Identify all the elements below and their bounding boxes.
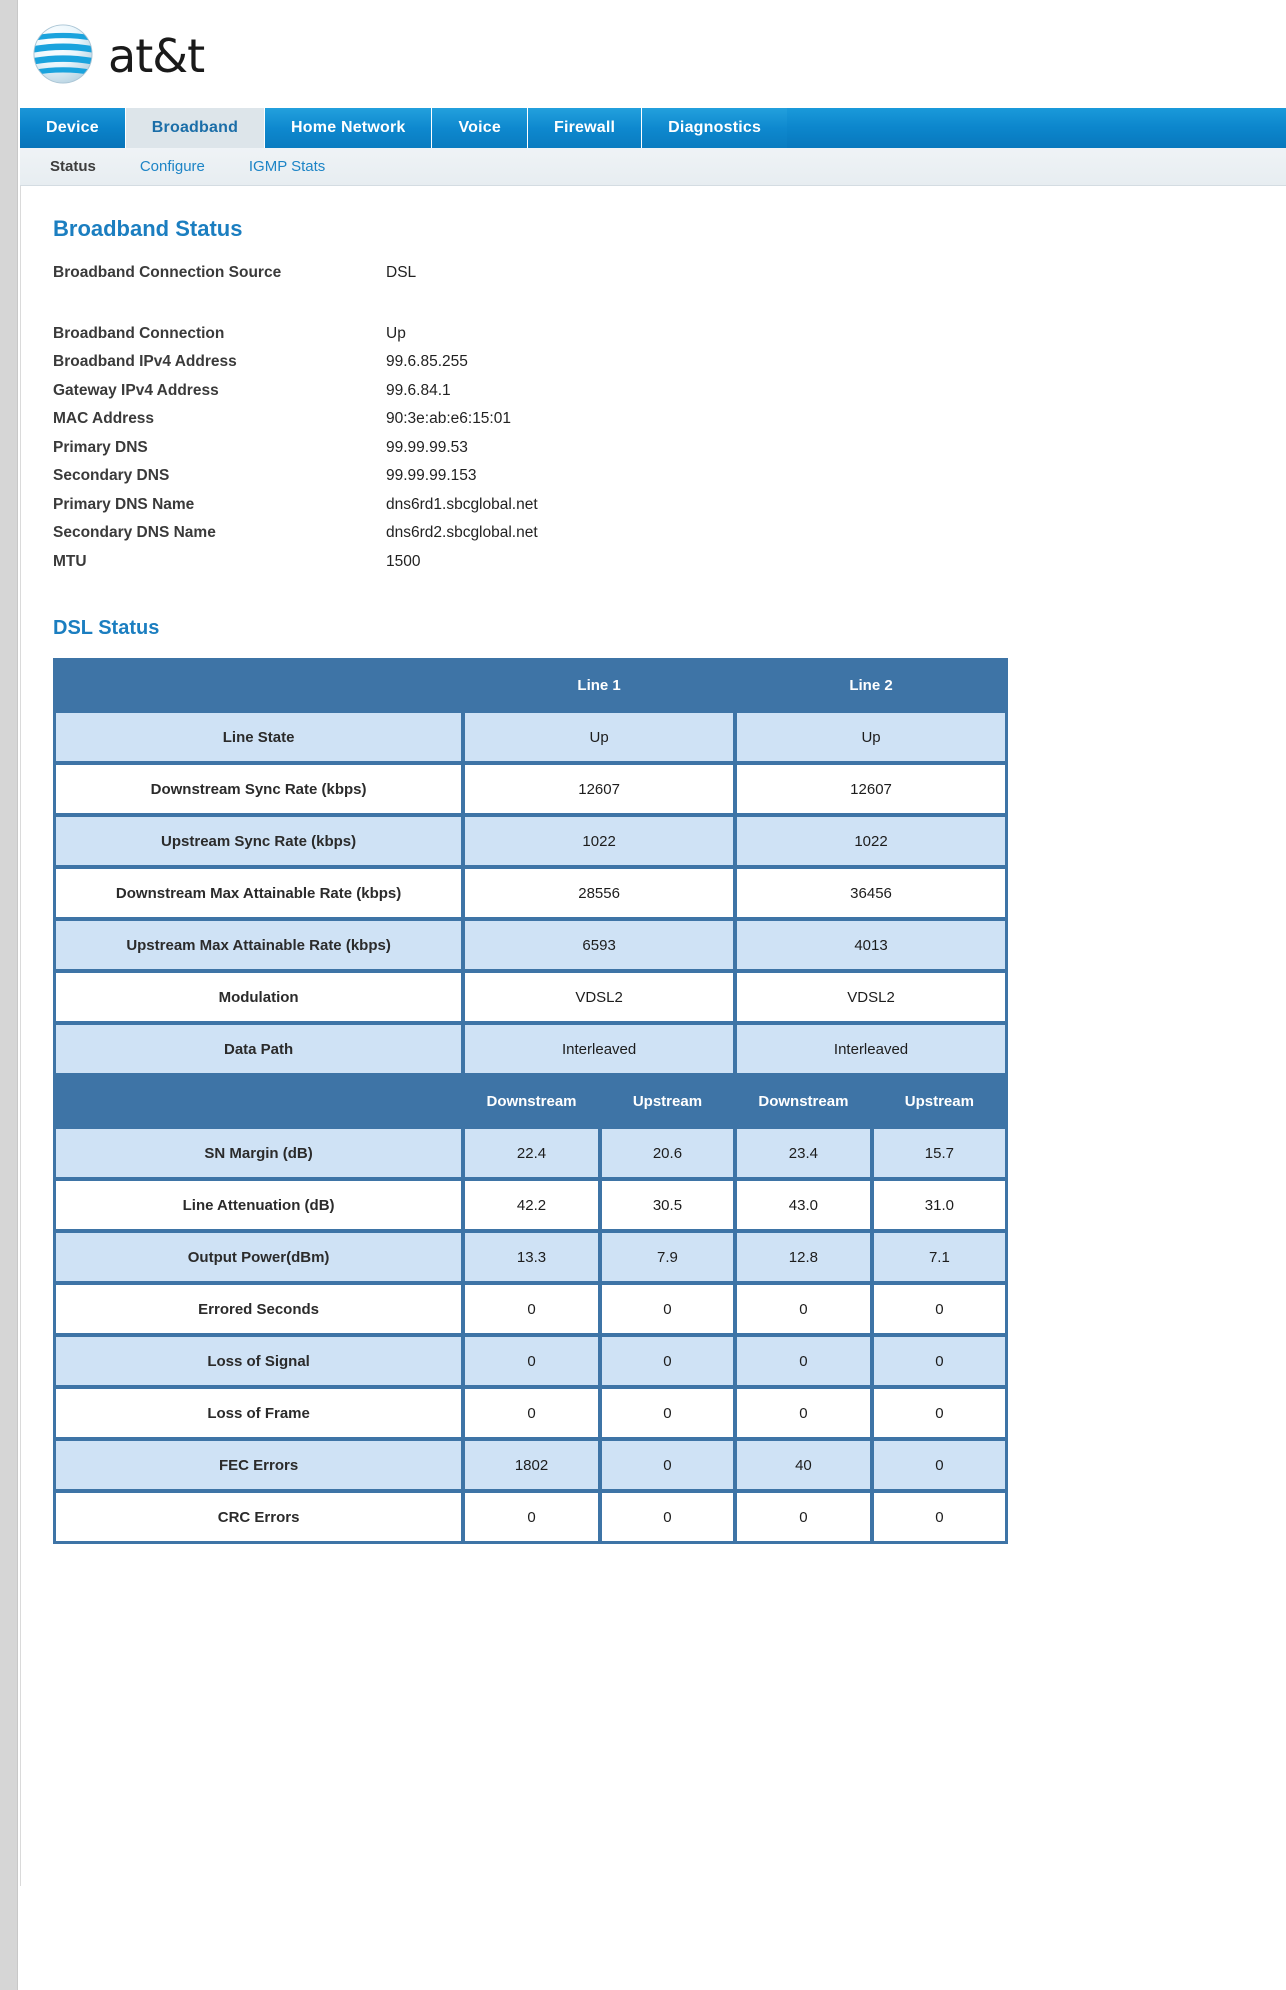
cell-l2-up: 7.1 <box>872 1231 1007 1283</box>
nav-tab-diagnostics[interactable]: Diagnostics <box>642 108 787 148</box>
cell-l2-up: 0 <box>872 1439 1007 1491</box>
row-value-line2: Interleaved <box>735 1023 1007 1075</box>
nav-tab-device[interactable]: Device <box>20 108 126 148</box>
info-row-primary-dns-name <box>53 496 1286 525</box>
cell-l1-down: 0 <box>463 1335 600 1387</box>
row-value-line1: Interleaved <box>463 1023 735 1075</box>
info-label: Broadband IPv4 Address <box>53 353 237 370</box>
info-row-mtu <box>53 553 1286 582</box>
info-row-primary-dns <box>53 439 1286 468</box>
table-row <box>54 919 1007 971</box>
header-line2-downstream: Downstream <box>735 1075 872 1127</box>
info-value: dns6rd1.sbcglobal.net <box>386 495 538 513</box>
cell-l2-up: 0 <box>872 1491 1007 1543</box>
table-row <box>54 1439 1007 1491</box>
table-row <box>54 1491 1007 1543</box>
info-row-broadband-ipv4 <box>53 353 1286 382</box>
row-label: Loss of Frame <box>54 1387 463 1439</box>
row-value-line1: 28556 <box>463 867 735 919</box>
header-blank-2 <box>54 1075 463 1127</box>
table-row <box>54 1335 1007 1387</box>
cell-l1-down: 42.2 <box>463 1179 600 1231</box>
header-line-1: Line 1 <box>463 659 735 711</box>
cell-l1-up: 0 <box>600 1439 735 1491</box>
row-label: Line Attenuation (dB) <box>54 1179 463 1231</box>
info-label: Gateway IPv4 Address <box>53 381 219 399</box>
row-value-line2: 1022 <box>735 815 1007 867</box>
info-value: dns6rd2.sbcglobal.net <box>386 524 538 541</box>
table-row <box>54 867 1007 919</box>
info-label: Primary DNS <box>53 438 148 456</box>
cell-l2-down: 0 <box>735 1387 872 1439</box>
subnav-item-igmp-stats[interactable]: IGMP Stats <box>248 158 326 175</box>
info-value: 99.6.84.1 <box>386 381 451 399</box>
cell-l1-up: 30.5 <box>600 1179 735 1231</box>
subnav-item-configure[interactable]: Configure <box>139 158 205 175</box>
row-value-line2: 4013 <box>735 919 1007 971</box>
row-label: Upstream Sync Rate (kbps) <box>54 815 463 867</box>
cell-l1-up: 0 <box>600 1491 735 1543</box>
cell-l1-up: 0 <box>600 1335 735 1387</box>
cell-l2-down: 0 <box>735 1283 872 1335</box>
row-label: FEC Errors <box>54 1439 463 1491</box>
row-label: SN Margin (dB) <box>54 1127 463 1179</box>
info-value: 1500 <box>386 552 421 570</box>
sub-navigation <box>20 148 1286 186</box>
cell-l2-down: 0 <box>735 1491 872 1543</box>
info-label: Secondary DNS Name <box>53 524 216 541</box>
row-value-line2: 12607 <box>735 763 1007 815</box>
info-row-mac-address <box>53 410 1286 439</box>
info-row-secondary-dns-name <box>53 524 1286 553</box>
row-label: Downstream Sync Rate (kbps) <box>54 763 463 815</box>
page-left-gutter <box>0 0 18 1990</box>
row-value-line1: 6593 <box>463 919 735 971</box>
cell-l1-down: 0 <box>463 1387 600 1439</box>
brand-wordmark: at&t <box>108 29 205 83</box>
nav-tab-voice[interactable]: Voice <box>432 108 528 148</box>
row-value-line2: VDSL2 <box>735 971 1007 1023</box>
info-value: DSL <box>386 264 417 281</box>
row-label: Data Path <box>54 1023 463 1075</box>
broadband-status-list <box>53 264 1286 581</box>
info-row-connection-source <box>53 264 1286 293</box>
header-line-2: Line 2 <box>735 659 1007 711</box>
row-label: Downstream Max Attainable Rate (kbps) <box>54 867 463 919</box>
row-value-line2: 36456 <box>735 867 1007 919</box>
info-label: MTU <box>53 552 87 570</box>
row-value-line1: 12607 <box>463 763 735 815</box>
nav-tab-broadband[interactable]: Broadband <box>126 108 265 148</box>
nav-tab-firewall[interactable]: Firewall <box>528 108 642 148</box>
info-value: 99.99.99.53 <box>386 438 468 456</box>
main-content <box>20 186 1286 1886</box>
table-header-row-streams <box>54 1075 1007 1127</box>
table-row <box>54 763 1007 815</box>
cell-l2-up: 0 <box>872 1283 1007 1335</box>
cell-l2-up: 0 <box>872 1335 1007 1387</box>
row-label: Errored Seconds <box>54 1283 463 1335</box>
info-value: 99.99.99.153 <box>386 467 477 484</box>
cell-l1-up: 7.9 <box>600 1231 735 1283</box>
page-header <box>0 0 1286 108</box>
header-line1-upstream: Upstream <box>600 1075 735 1127</box>
cell-l1-down: 22.4 <box>463 1127 600 1179</box>
subnav-item-status[interactable]: Status <box>50 158 96 175</box>
cell-l2-down: 43.0 <box>735 1179 872 1231</box>
row-value-line2: Up <box>735 711 1007 763</box>
info-label: Broadband Connection <box>53 324 225 342</box>
header-blank <box>54 659 463 711</box>
info-value: 99.6.85.255 <box>386 353 468 370</box>
page-title: Broadband Status <box>53 216 243 241</box>
table-row <box>54 1179 1007 1231</box>
table-row <box>54 1231 1007 1283</box>
row-value-line1: Up <box>463 711 735 763</box>
table-row <box>54 1127 1007 1179</box>
table-row <box>54 1387 1007 1439</box>
att-globe-icon <box>30 21 96 87</box>
info-label: Broadband Connection Source <box>53 264 282 281</box>
header-line1-downstream: Downstream <box>463 1075 600 1127</box>
table-row <box>54 1023 1007 1075</box>
cell-l2-down: 40 <box>735 1439 872 1491</box>
row-label: Upstream Max Attainable Rate (kbps) <box>54 919 463 971</box>
info-value: Up <box>386 324 406 342</box>
nav-tab-home-network[interactable]: Home Network <box>265 108 432 148</box>
row-label: Line State <box>54 711 463 763</box>
info-value: 90:3e:ab:e6:15:01 <box>386 410 511 427</box>
cell-l2-up: 31.0 <box>872 1179 1007 1231</box>
info-row-secondary-dns <box>53 467 1286 496</box>
info-label: Secondary DNS <box>53 467 170 484</box>
dsl-status-table-wrap <box>53 658 1008 1544</box>
row-label: Modulation <box>54 971 463 1023</box>
row-label: Loss of Signal <box>54 1335 463 1387</box>
cell-l1-up: 0 <box>600 1283 735 1335</box>
info-label: MAC Address <box>53 410 155 427</box>
cell-l1-down: 1802 <box>463 1439 600 1491</box>
cell-l1-up: 0 <box>600 1387 735 1439</box>
brand-logo[interactable] <box>30 21 204 87</box>
cell-l2-down: 12.8 <box>735 1231 872 1283</box>
dsl-status-table <box>53 658 1008 1544</box>
row-label: Output Power(dBm) <box>54 1231 463 1283</box>
row-value-line1: VDSL2 <box>463 971 735 1023</box>
cell-l2-up: 15.7 <box>872 1127 1007 1179</box>
row-label: CRC Errors <box>54 1491 463 1543</box>
table-row <box>54 815 1007 867</box>
row-value-line1: 1022 <box>463 815 735 867</box>
info-label: Primary DNS Name <box>53 495 195 513</box>
table-row <box>54 711 1007 763</box>
cell-l2-up: 0 <box>872 1387 1007 1439</box>
info-row-broadband-connection <box>53 325 1286 354</box>
info-row-spacer <box>53 293 1286 325</box>
cell-l1-up: 20.6 <box>600 1127 735 1179</box>
table-header-row-lines <box>54 659 1007 711</box>
info-row-gateway-ipv4 <box>53 382 1286 411</box>
cell-l2-down: 0 <box>735 1335 872 1387</box>
table-row <box>54 1283 1007 1335</box>
cell-l2-down: 23.4 <box>735 1127 872 1179</box>
main-navigation <box>20 108 1286 148</box>
table-row <box>54 971 1007 1023</box>
cell-l1-down: 0 <box>463 1491 600 1543</box>
header-line2-upstream: Upstream <box>872 1075 1007 1127</box>
dsl-status-title: DSL Status <box>53 617 160 639</box>
cell-l1-down: 0 <box>463 1283 600 1335</box>
cell-l1-down: 13.3 <box>463 1231 600 1283</box>
